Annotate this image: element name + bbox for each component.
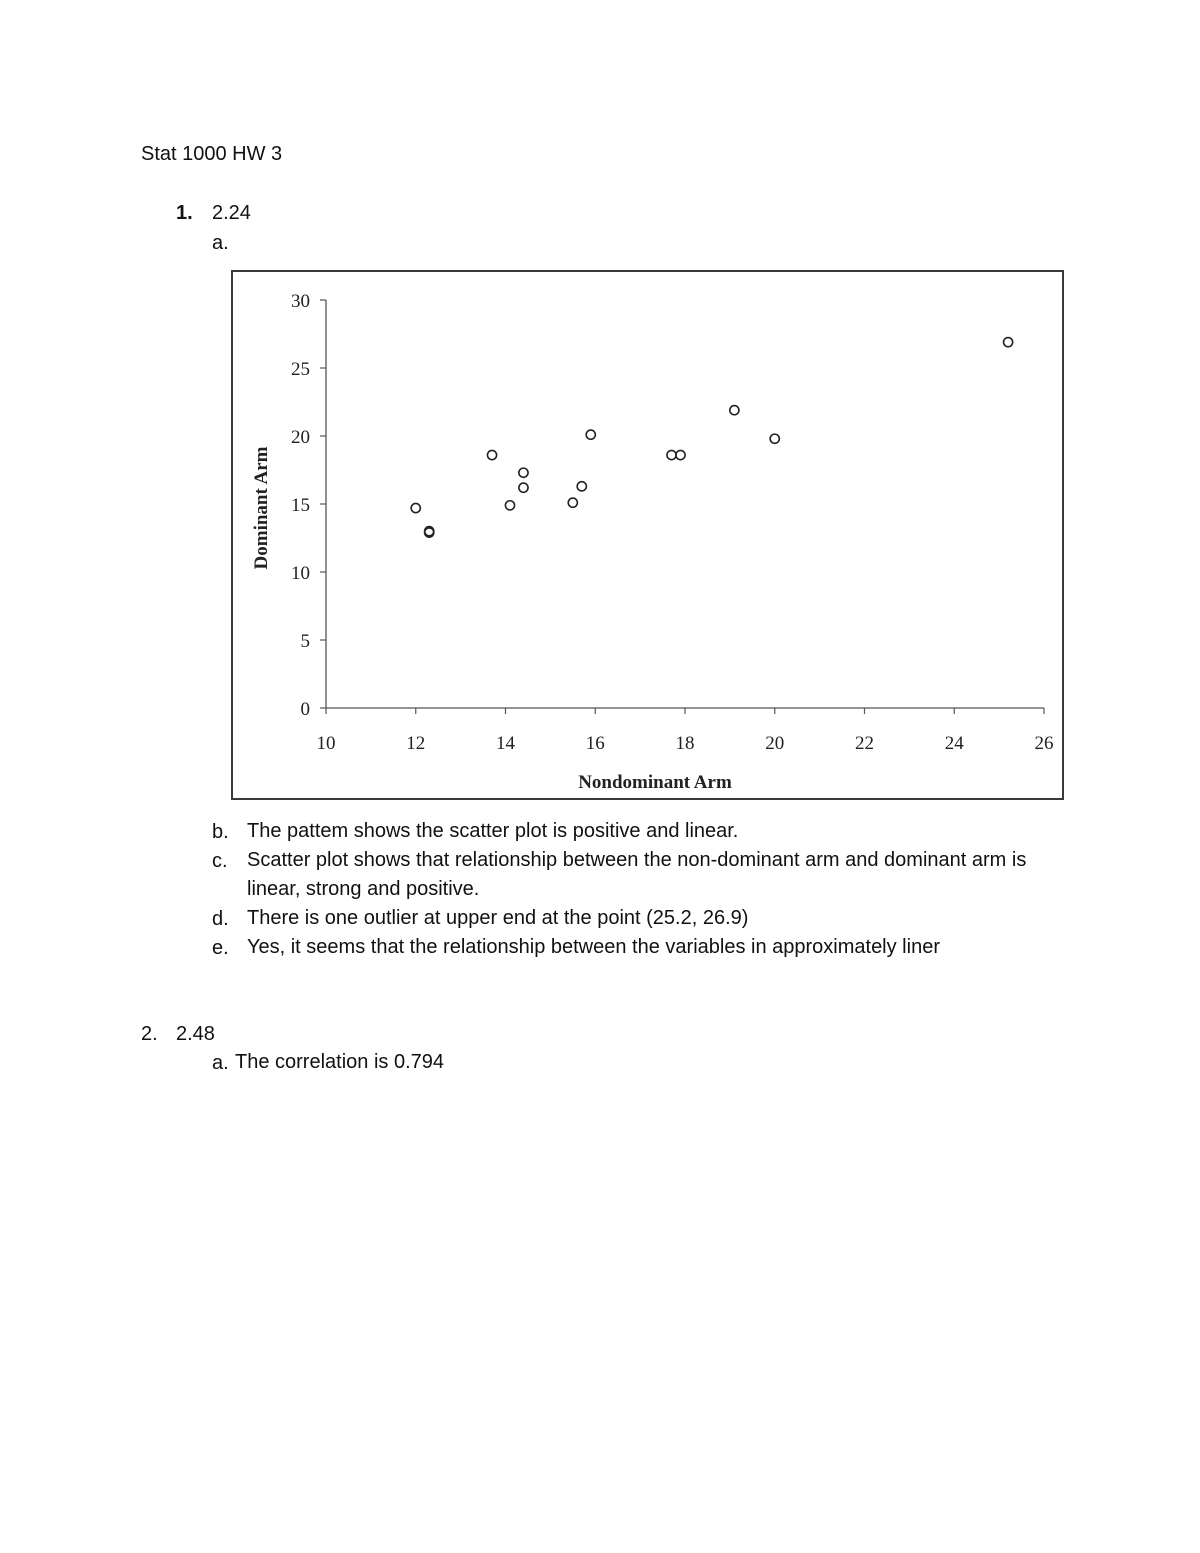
x-axis-title: Nondominant Arm (578, 772, 732, 793)
x-tick-label: 10 (316, 733, 336, 754)
data-point (487, 450, 496, 459)
question-1-label: 2.24 (212, 202, 251, 224)
question-1-part-e-text: Yes, it seems that the relationship between the variables in approximately liner (247, 936, 940, 958)
scatter-plot-frame (231, 270, 1064, 800)
question-1-part-d-text: There is one outlier at upper end at the point (25.2, 26.9) (247, 907, 749, 929)
data-point (505, 501, 514, 510)
data-point (586, 430, 595, 439)
x-tick-label: 26 (1034, 733, 1054, 754)
document-title: Stat 1000 HW 3 (141, 143, 283, 165)
y-tick-label: 5 (300, 631, 310, 652)
question-2-label: 2.48 (176, 1023, 215, 1045)
question-1-part-e-letter: e. (212, 937, 229, 959)
question-2-part-a-letter: a. (212, 1052, 229, 1074)
data-point (730, 406, 739, 415)
y-axis-title: Dominant Arm (251, 446, 272, 570)
question-1-number: 1. (176, 202, 193, 224)
question-2-number: 2. (141, 1023, 158, 1045)
x-tick-label: 14 (496, 733, 515, 754)
x-axis-ticks (317, 708, 1054, 754)
x-tick-label: 18 (675, 733, 695, 754)
data-point (1004, 338, 1013, 347)
data-points (411, 338, 1013, 538)
x-tick-label: 16 (585, 733, 605, 754)
question-1-part-b-text: The pattem shows the scatter plot is positive and linear. (247, 820, 739, 842)
y-tick-label: 0 (300, 699, 310, 720)
x-tick-label: 24 (944, 733, 964, 754)
question-1-part-a-letter: a. (212, 232, 229, 254)
data-point (667, 450, 676, 459)
y-tick-label: 10 (291, 563, 310, 584)
question-1-part-d-letter: d. (212, 908, 229, 930)
y-axis-ticks (291, 291, 326, 720)
y-tick-label: 20 (291, 427, 310, 448)
question-2-part-a-text: The correlation is 0.794 (235, 1051, 445, 1073)
question-1-part-b-letter: b. (212, 821, 229, 843)
scatter-plot (233, 272, 1062, 798)
data-point (519, 483, 528, 492)
data-point (676, 450, 685, 459)
x-tick-label: 20 (765, 733, 785, 754)
y-tick-label: 15 (291, 495, 310, 516)
x-tick-label: 22 (855, 733, 874, 754)
x-tick-label: 12 (406, 733, 426, 754)
data-point (568, 498, 577, 507)
y-tick-label: 30 (291, 291, 310, 312)
data-point (577, 482, 586, 491)
data-point (411, 503, 420, 512)
data-point (519, 468, 528, 477)
question-1-part-c-text: Scatter plot shows that relationship between the non-dominant arm and dominant arm is linear, strong and positive. (247, 849, 1027, 900)
question-1-part-c-letter: c. (212, 850, 228, 872)
y-tick-label: 25 (291, 359, 310, 380)
data-point (770, 434, 779, 443)
